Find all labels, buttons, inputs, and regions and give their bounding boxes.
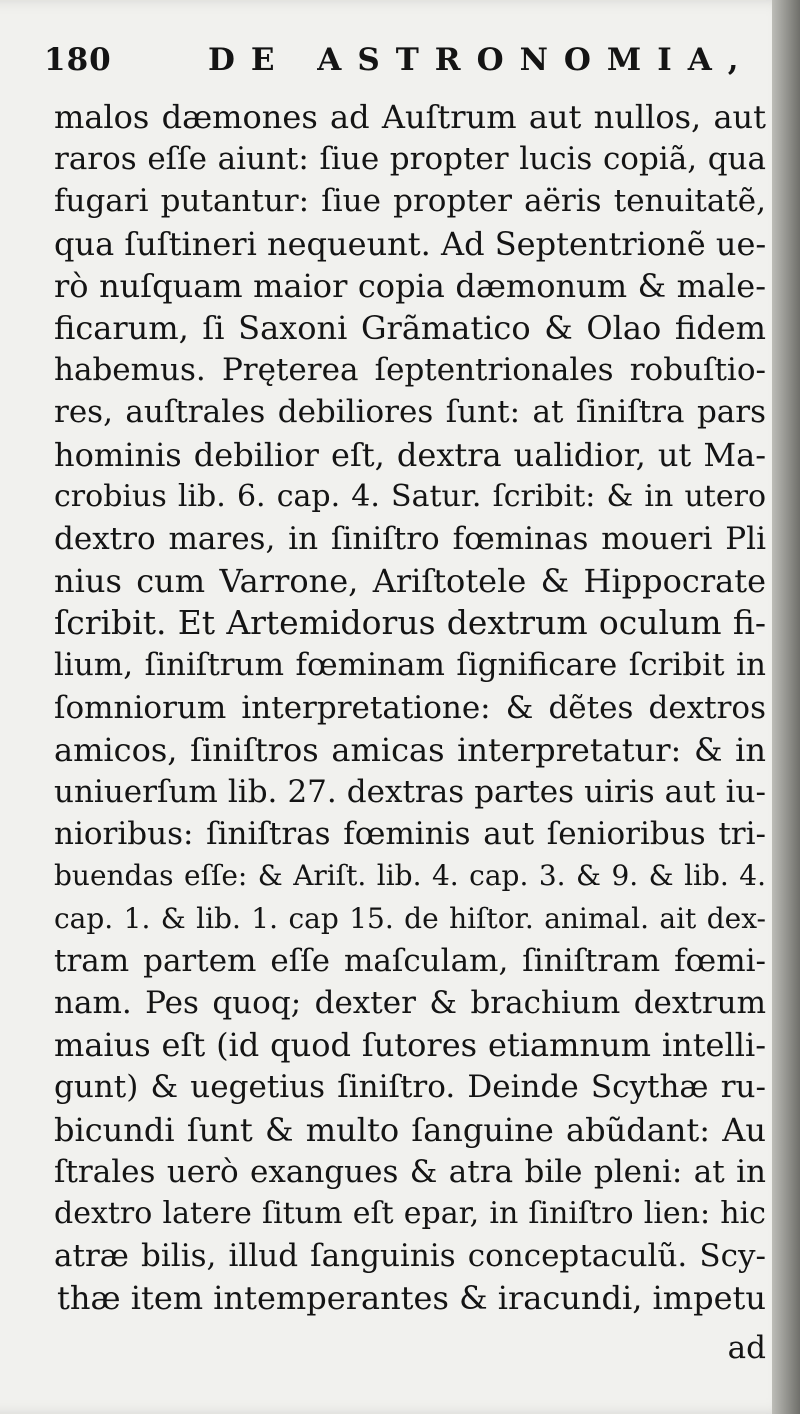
text-line: tram partem eſſe maſculam, ſiniſtram fœmi- <box>54 942 766 979</box>
text-line: atræ bilis, illud ſanguinis conceptaculũ. Scy- <box>54 1238 766 1275</box>
text-line: qua ſuſtineri nequeunt. Ad Septentrionẽ ue- <box>54 224 766 263</box>
text-line: nius cum Varrone, Ariſtotele & Hippocrate <box>54 562 766 601</box>
text-line: crobius lib. 6. cap. 4. Satur. ſcribit: & in utero <box>54 478 766 514</box>
running-title: DE ASTRONOMIA, <box>208 42 755 78</box>
body-text <box>54 96 766 1319</box>
text-line: ſtrales uerò exangues & atra bile pleni: at in <box>54 1153 766 1190</box>
text-line: res, auſtrales debiliores ſunt: at ſiniſtra pars <box>54 394 766 431</box>
text-line: cap. 1. & lib. 1. cap 15. de hiſtor. animal. ait dex- <box>54 901 766 935</box>
text-line: dextro latere ſitum eſt epar, in ſiniſtro lien: hic <box>54 1195 766 1231</box>
text-line: amicos, ſiniſtros amicas interpretatur: & in <box>54 730 766 769</box>
catchword: ad <box>727 1330 766 1366</box>
page-gutter <box>772 0 800 1414</box>
text-line: fugari putantur: ſiue propter aëris tenuitatẽ, <box>54 183 766 220</box>
page-header <box>40 42 760 92</box>
text-line: habemus. Pręterea ſeptentrionales robuſtio- <box>54 352 766 389</box>
text-line: ſomniorum interpretatione: & dẽtes dextros <box>54 689 766 726</box>
text-line: maius eſt (id quod ſutores etiamnum intelli- <box>54 1026 766 1065</box>
text-line: uniuerſum lib. 27. dextras partes uiris aut iu- <box>54 774 766 810</box>
text-line: buendas eſſe: & Ariſt. lib. 4. cap. 3. & 9. & lib. 4. <box>54 859 766 893</box>
text-line: nioribus: ſiniſtras fœminis aut ſenioribus tri- <box>54 816 766 853</box>
text-line: rò nuſquam maior copia dæmonum & male- <box>54 266 766 305</box>
text-line: hominis debilior eſt, dextra ualidior, ut Ma- <box>54 435 766 474</box>
text-line: thæ item intemperantes & iracundi, impetu <box>57 1279 766 1318</box>
text-line: ſcribit. Et Artemidorus dextrum oculum fi- <box>54 603 766 643</box>
text-line: lium, ſiniſtrum fœminam ſignificare ſcribit in <box>54 647 766 684</box>
text-line: raros eſſe aiunt: ſiue propter lucis copiã, qua <box>54 141 766 178</box>
page-number: 180 <box>44 42 112 78</box>
text-line: bicundi ſunt & multo ſanguine abũdant: Au <box>54 1110 766 1149</box>
text-line: nam. Pes quoq; dexter & brachium dextrum <box>54 984 766 1021</box>
text-line: dextro mares, in ſiniſtro fœminas moueri Pli <box>54 520 766 557</box>
text-line: gunt) & uegetius ſiniſtro. Deinde Scythæ ru- <box>54 1069 766 1106</box>
text-line: malos dæmones ad Auſtrum aut nullos, aut <box>54 98 766 136</box>
text-line: ficarum, ſi Saxoni Grãmatico & Olao fidem <box>54 308 766 347</box>
